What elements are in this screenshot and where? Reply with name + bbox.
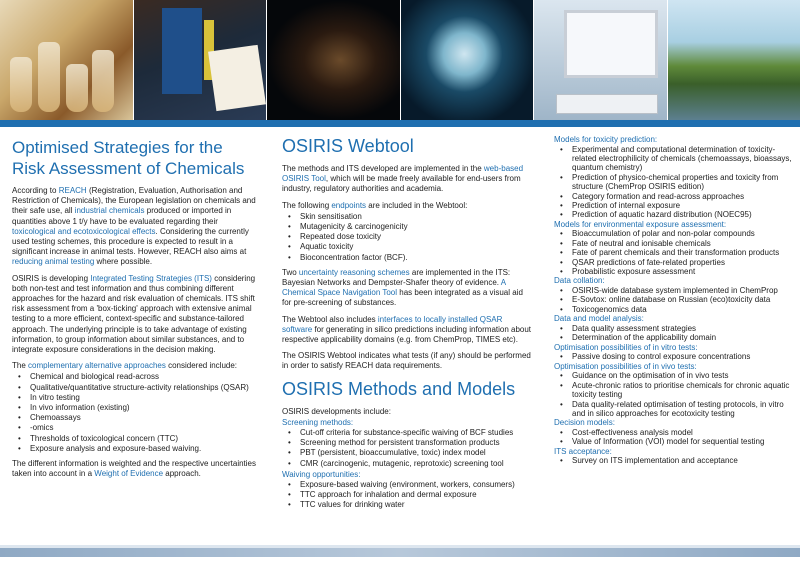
- subheading: Data and model analysis:: [554, 314, 644, 324]
- body-text: According to: [12, 186, 59, 195]
- list-item: • Passive dosing to control exposure concentrations: [572, 352, 794, 361]
- subheading: Optimisation possibilities of in vitro tests:: [554, 342, 698, 352]
- list-item: • Fate of neutral and ionisable chemicals: [572, 239, 794, 248]
- bullet-list: [554, 286, 794, 314]
- list-item: • In vitro testing: [30, 393, 260, 403]
- section-title-methods-models: OSIRIS Methods and Models: [282, 378, 516, 399]
- waiving-list: [282, 480, 534, 511]
- paragraph-endpoints-intro: [282, 201, 534, 211]
- column-models: [554, 135, 794, 466]
- link-text[interactable]: Weight of Evidence: [94, 469, 164, 479]
- list-item: • In vivo information (existing): [30, 403, 260, 413]
- list-item: • Guidance on the optimisation of in vivo tests: [572, 371, 794, 380]
- screening-list: [282, 428, 534, 469]
- fish-embryo-photo: [401, 0, 535, 120]
- list-item: • Acute-chronic ratios to prioritise chemicals for chronic aquatic toxicity testing: [572, 381, 794, 400]
- bullet-list: [554, 145, 794, 220]
- body-text: The different information is weighted and the respective uncertainties taken into account in a: [12, 459, 256, 479]
- body-text: approach.: [163, 469, 201, 479]
- list-item: • CMR (carcinogenic, mutagenic, reprotoxic) screening tool: [300, 459, 534, 469]
- link-text[interactable]: toxicological and ecotoxicological effects: [12, 226, 156, 236]
- subheading-waiving: Waiving opportunities:: [282, 469, 361, 479]
- computer-photo: [534, 0, 668, 120]
- body-text: (Registration, Evaluation, Authorisation and Restriction of Chemicals), the European legislation on chemicals and their safe use, all: [12, 186, 256, 216]
- list-item: • E-Sovtox: online database on Russian (eco)toxicity data: [572, 295, 794, 304]
- list-item: • OSIRIS-wide database system implemented in ChemProp: [572, 286, 794, 295]
- column-risk-assessment: [12, 135, 260, 485]
- list-item: • Determination of the applicability domain: [572, 333, 794, 342]
- paragraph-requirements: The OSIRIS Webtool indicates what tests (if any) should be performed in order to satisfy REACH data requirements.: [282, 351, 531, 371]
- list-item: • Chemoassays: [30, 413, 260, 423]
- paragraph-webtool-intro: [282, 164, 534, 195]
- body-text: where possible.: [94, 257, 153, 267]
- body-text: produced or imported in quantities above 1 t/y have to be evaluated regarding their: [12, 206, 232, 226]
- paragraph-uncertainty: [282, 268, 534, 309]
- list-item: • QSAR predictions of fate-related properties: [572, 258, 794, 267]
- body-text: for generating in silico predictions including information about respective applicability domains (e.g. from ChemProp, TIMES etc).: [282, 324, 532, 345]
- paragraph-weight-of-evidence: [12, 459, 260, 479]
- body-text: considering both non-test and test information and thus combining different approaches for the hazard and risk evaluation of chemicals. ITS shift risk assessment from a 'box-ticking' approach with extensive animal testing to a more efficient, context-specific and substance-tailored approach. The underlying principle is to take advantage of existing information, to group information about similar substances, and to integrate exposure considerations in the decision making.: [12, 273, 256, 355]
- link-text[interactable]: complementary alternative approaches: [28, 361, 166, 371]
- section-title-webtool: OSIRIS Webtool: [282, 136, 414, 156]
- body-text: are implemented in the ITS: Bayesian Networks and Dempster-Shafer theory of evidence.: [282, 267, 511, 288]
- list-item: • Prediction of internal exposure: [572, 201, 794, 210]
- bullet-list: [554, 324, 794, 343]
- list-item: • Thresholds of toxicological concern (TTC): [30, 434, 260, 444]
- photo-banner: [0, 0, 800, 120]
- list-item: • Prediction of physico-chemical properties and toxicity from structure (ChemProp OSIRIS edition): [572, 173, 794, 192]
- list-item: • Cut-off criteria for substance-specific waiving of BCF studies: [300, 428, 534, 438]
- subheading: Data collation:: [554, 276, 605, 286]
- lab-glassware-photo: [0, 0, 134, 120]
- subheading: Optimisation possibilities of in vivo tests:: [554, 361, 697, 371]
- link-text[interactable]: A Chemical Space Navigation Tool: [282, 278, 506, 298]
- body-text: . Considering the currently used testing schemes, this procedure is expected to result in a significant increase in animal tests. However, REACH also aims at: [12, 226, 249, 257]
- section-title-risk-assessment: Optimised Strategies for the Risk Assessment of Chemicals: [12, 138, 245, 178]
- bullet-list: [554, 456, 794, 465]
- link-text[interactable]: Integrated Testing Strategies (ITS): [90, 273, 212, 283]
- list-item: • Fate of parent chemicals and their transformation products: [572, 248, 794, 257]
- subheading-screening: Screening methods:: [282, 417, 354, 427]
- bullet-list: [554, 229, 794, 276]
- list-item: • PBT (persistent, bioaccumulative, toxic) index model: [300, 448, 534, 458]
- body-text: Two: [282, 267, 299, 277]
- link-text[interactable]: interfaces to locally installed QSAR software: [282, 314, 503, 334]
- link-text[interactable]: uncertainty reasoning schemes: [298, 267, 410, 277]
- paragraph-approaches-intro: [12, 361, 260, 371]
- body-text: The methods and ITS developed are implemented in the: [282, 164, 484, 173]
- paragraph-reach: [12, 186, 260, 268]
- list-item: • -omics: [30, 423, 260, 433]
- body-text: has been integrated as a visual aid for pre-screening of substances.: [282, 288, 523, 308]
- brochure-content: [0, 127, 800, 557]
- body-text: , which will be made freely available for end-users from industry, regulatory authorities and academia.: [282, 174, 521, 194]
- list-item: • Skin sensitisation: [300, 212, 534, 222]
- subheading: ITS acceptance:: [554, 446, 612, 456]
- daphnia-photo: [267, 0, 401, 120]
- list-item: • Data quality-related optimisation of testing protocols, in vitro and in silico approaches for ecotoxicity testing: [572, 400, 794, 419]
- body-text: The following: [282, 200, 332, 210]
- approaches-list: [12, 372, 260, 454]
- paragraph-developments: OSIRIS developments include:: [282, 406, 391, 416]
- link-text[interactable]: industrial chemicals: [74, 206, 145, 216]
- link-text[interactable]: REACH: [58, 186, 87, 195]
- list-item: • Survey on ITS implementation and acceptance: [572, 456, 794, 465]
- paragraph-its: [12, 274, 260, 356]
- bullet-list: [554, 371, 794, 418]
- bullet-list: [554, 428, 794, 447]
- list-item: • Experimental and computational determination of toxicity-related electrophilicity of chemicals (chemoassays, bioassays, quantum chemistry): [572, 145, 794, 173]
- list-item: • Exposure-based waiving (environment, workers, consumers): [300, 480, 534, 490]
- body-text: are included in the Webtool:: [366, 200, 468, 210]
- list-item: • Toxicogenomics data: [572, 305, 794, 314]
- books-photo: [134, 0, 268, 120]
- endpoints-list: [282, 212, 534, 263]
- list-item: • Aquatic toxicity: [300, 242, 534, 252]
- footer-band: [0, 548, 800, 557]
- link-text[interactable]: endpoints: [331, 200, 367, 210]
- link-text[interactable]: web-based OSIRIS Tool: [282, 164, 524, 184]
- list-item: • Chemical and biological read-across: [30, 372, 260, 382]
- list-item: • Bioconcentration factor (BCF).: [300, 253, 534, 263]
- subheading: Models for environmental exposure assessment:: [554, 219, 727, 229]
- body-text: The: [12, 361, 29, 371]
- body-text: OSIRIS is developing: [12, 273, 91, 283]
- bullet-list: [554, 352, 794, 361]
- list-item: • Category formation and read-across approaches: [572, 192, 794, 201]
- list-item: • Cost-effectiveness analysis model: [572, 428, 794, 437]
- list-item: • Prediction of aquatic hazard distribution (NOEC95): [572, 210, 794, 219]
- list-item: • TTC values for drinking water: [300, 500, 534, 510]
- list-item: • Exposure analysis and exposure-based waiving.: [30, 444, 260, 454]
- subheading: Models for toxicity prediction:: [554, 135, 658, 144]
- list-item: • Qualitative/quantitative structure-activity relationships (QSAR): [30, 383, 260, 393]
- body-text: The Webtool also includes: [282, 314, 378, 324]
- header-divider: [0, 120, 800, 127]
- lake-landscape-photo: [668, 0, 800, 120]
- body-text: considered include:: [165, 361, 238, 371]
- column-webtool: [282, 135, 534, 516]
- link-text[interactable]: reducing animal testing: [12, 257, 95, 267]
- paragraph-qsar-interfaces: [282, 315, 534, 346]
- list-item: • Probabilistic exposure assessment: [572, 267, 794, 276]
- list-item: • Screening method for persistent transformation products: [300, 438, 534, 448]
- list-item: • TTC approach for inhalation and dermal exposure: [300, 490, 534, 500]
- list-item: • Value of Information (VOI) model for sequential testing: [572, 437, 794, 446]
- list-item: • Data quality assessment strategies: [572, 324, 794, 333]
- list-item: • Mutagenicity & carcinogenicity: [300, 222, 534, 232]
- list-item: • Bioaccumulation of polar and non-polar compounds: [572, 229, 794, 238]
- subheading: Decision models:: [554, 418, 615, 428]
- list-item: • Repeated dose toxicity: [300, 232, 534, 242]
